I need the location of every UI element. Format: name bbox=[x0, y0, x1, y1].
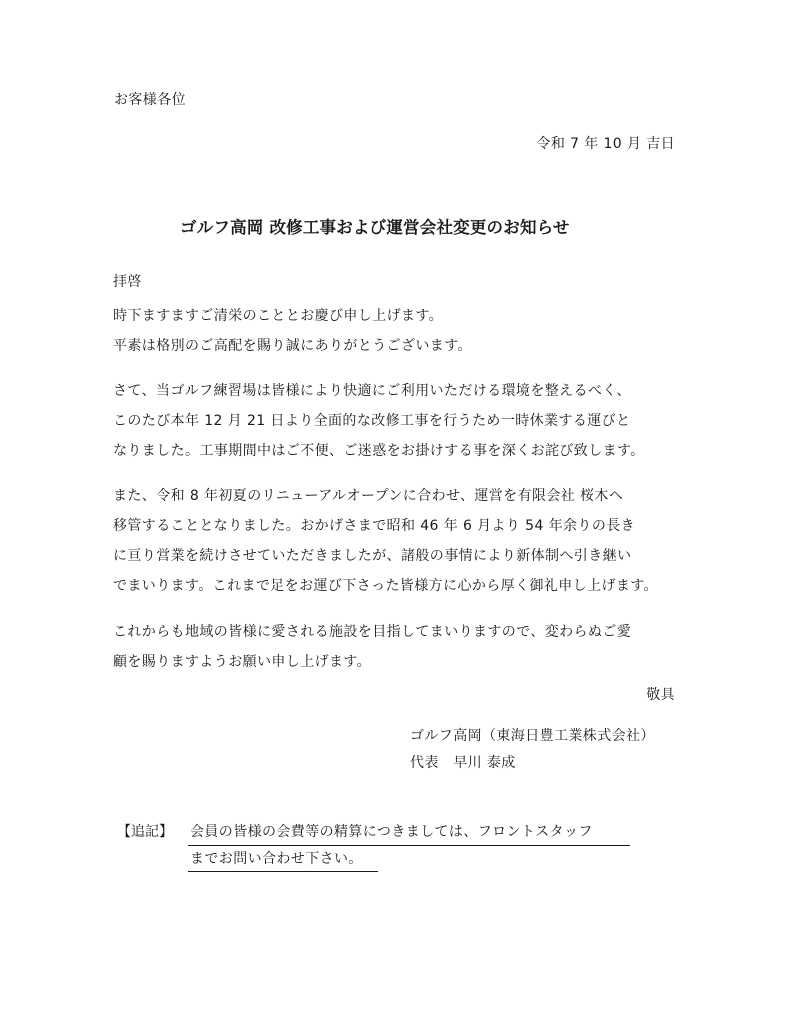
letter-date: 令和 7 年 10 月 吉日 bbox=[536, 136, 675, 152]
sender-organization: ゴルフ高岡（東海日豊工業株式会社） bbox=[410, 728, 655, 744]
sender-representative: 代表 早川 泰成 bbox=[410, 755, 516, 771]
postscript-line: までお問い合わせ下さい。 bbox=[190, 851, 363, 867]
paragraph-line: このたび本年 12 月 21 日より全面的な改修工事を行うため一時休業する運びと bbox=[113, 413, 631, 429]
paragraph-line: また、令和 8 年初夏のリニューアルオープンに合わせ、運営を有限会社 桜木へ bbox=[113, 488, 624, 504]
paragraph-line: これからも地域の皆様に愛される施設を目指してまいりますので、変わらぬご愛 bbox=[113, 624, 632, 640]
postscript-label: 【追記】 bbox=[117, 824, 173, 840]
paragraph-line: なりました。工事期間中はご不便、ご迷惑をお掛けする事を深くお詫び致します。 bbox=[113, 443, 645, 459]
letter-title: ゴルフ高岡 改修工事および運営会社変更のお知らせ bbox=[180, 218, 570, 237]
closing-salutation: 敬具 bbox=[646, 687, 675, 703]
paragraph-line: に亘り営業を続けさせていただきましたが、諸般の事情により新体制へ引き継い bbox=[113, 548, 632, 564]
opening-salutation: 拝啓 bbox=[113, 274, 142, 290]
paragraph-line: でまいります。これまで足をお運び下さった皆様方に心から厚く御礼申し上げます。 bbox=[113, 578, 658, 594]
greeting-line: 時下ますますご清栄のこととお慶び申し上げます。 bbox=[113, 308, 444, 324]
paragraph-line: さて、当ゴルフ練習場は皆様により快適にご利用いただける環境を整えるべく、 bbox=[113, 383, 631, 399]
postscript-underline bbox=[188, 871, 378, 872]
paragraph-line: 移管することとなりました。おかげさまで昭和 46 年 6 月より 54 年余りの長き bbox=[113, 518, 636, 534]
paragraph-line: 顧を賜りますようお願い申し上げます。 bbox=[113, 654, 372, 670]
greeting-line: 平素は格別のご高配を賜り誠にありがとうございます。 bbox=[113, 338, 472, 354]
postscript-line: 会員の皆様の会費等の精算につきましては、フロントスタッフ bbox=[190, 824, 593, 840]
postscript-underline bbox=[188, 845, 630, 846]
addressee: お客様各位 bbox=[114, 92, 186, 108]
